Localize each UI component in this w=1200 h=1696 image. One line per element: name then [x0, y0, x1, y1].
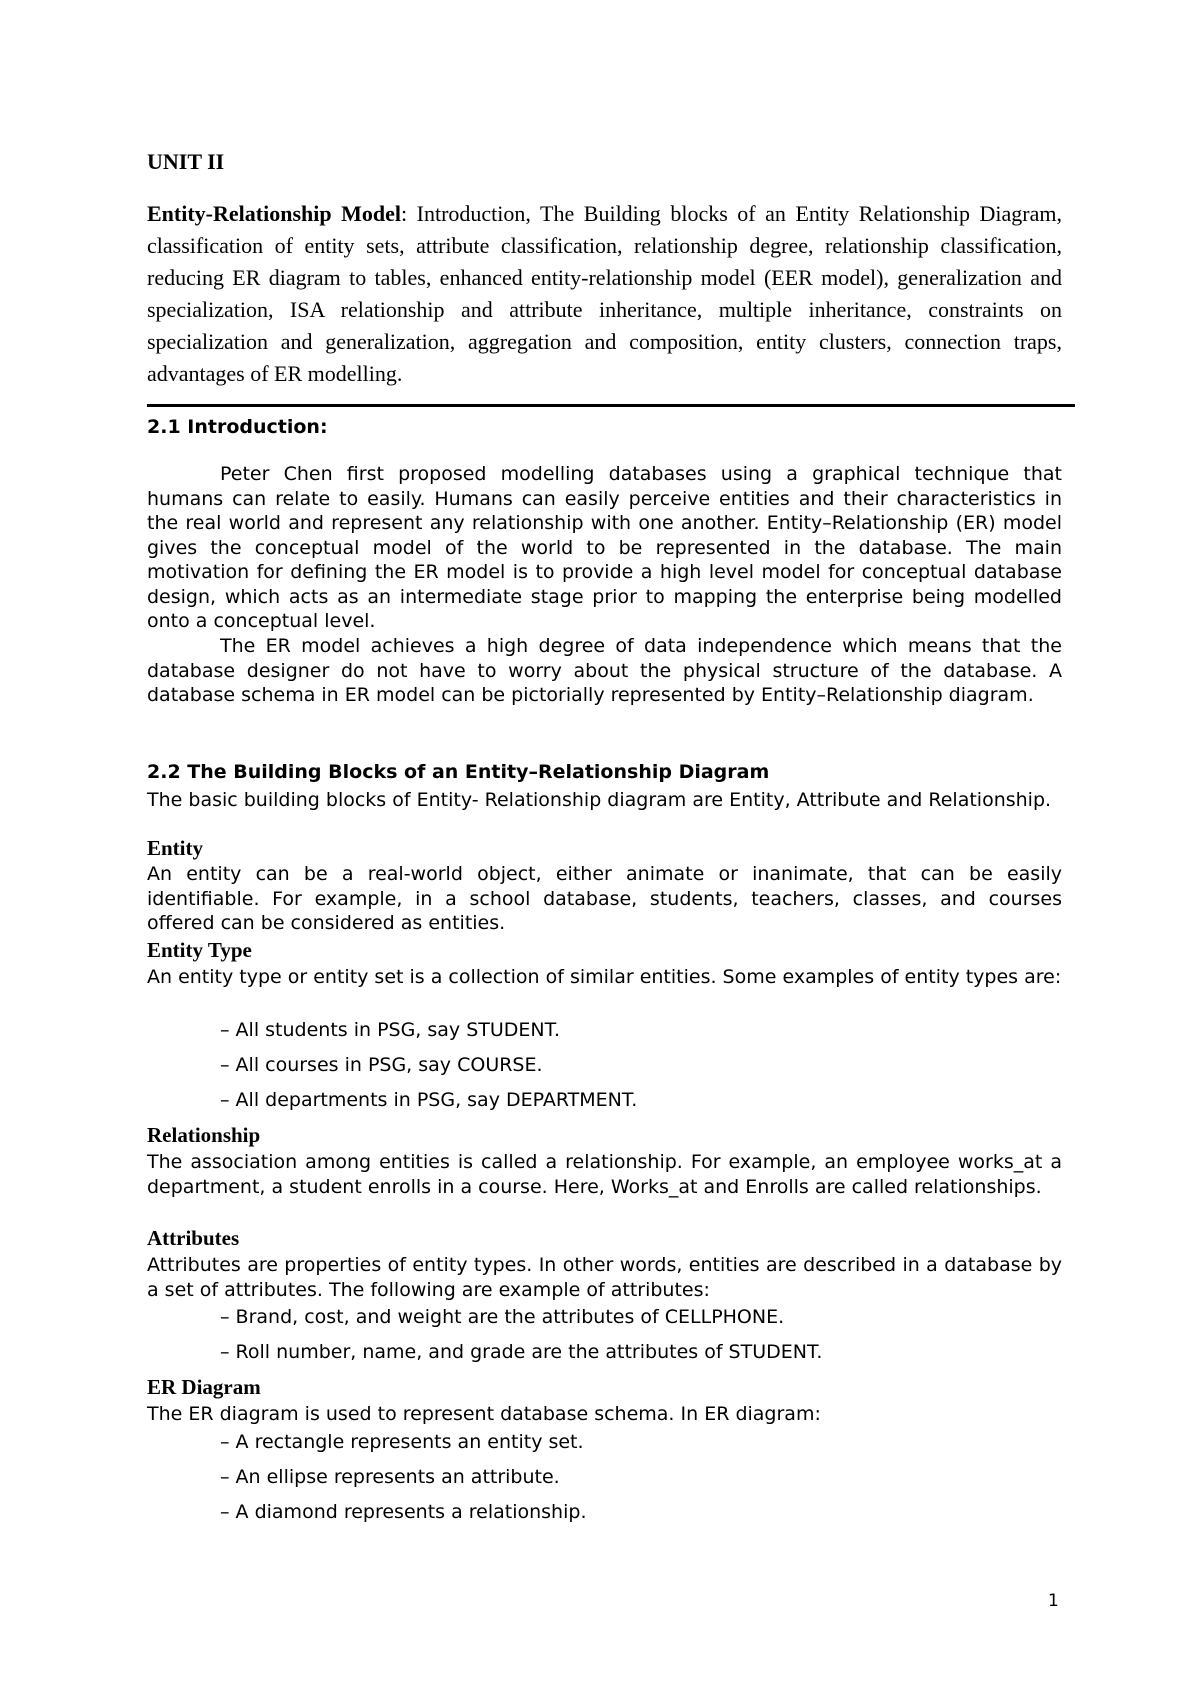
er-diagram-item: – A diamond represents a relationship.: [220, 1501, 587, 1523]
entity-type-item: – All departments in PSG, say DEPARTMENT.: [220, 1089, 638, 1111]
section-2-2-heading: 2.2 The Building Blocks of an Entity–Relationship Diagram: [147, 761, 770, 783]
unit-title: UNIT II: [147, 149, 225, 174]
er-diagram-item: – A rectangle represents an entity set.: [220, 1431, 584, 1453]
entity-type-heading: Entity Type: [147, 938, 252, 962]
er-diagram-text: The ER diagram is used to represent database schema. In ER diagram:: [147, 1403, 821, 1425]
er-diagram-item: – An ellipse represents an attribute.: [220, 1466, 560, 1488]
horizontal-rule: [147, 404, 1075, 407]
entity-type-item: – All courses in PSG, say COURSE.: [220, 1054, 543, 1076]
section-2-1-heading: 2.1 Introduction:: [147, 416, 328, 438]
entity-type-text: An entity type or entity set is a collection of similar entities. Some examples of entity types are:: [147, 966, 1062, 988]
relationship-text: The association among entities is called a relationship. For example, an employee works_at a department, a student enrolls in a course. Here, Works_at and Enrolls are called relationships.: [147, 1151, 1062, 1198]
relationship-heading: Relationship: [147, 1123, 261, 1147]
syllabus-lead: Entity-Relationship Model: [147, 201, 401, 226]
attributes-text: Attributes are properties of entity types. In other words, entities are described in a database by a set of attributes. The following are example of attributes:: [147, 1254, 1062, 1301]
entity-heading: Entity: [147, 836, 204, 860]
syllabus-paragraph: [147, 198, 1062, 390]
er-diagram-heading: ER Diagram: [147, 1375, 261, 1399]
attributes-item: – Brand, cost, and weight are the attributes of CELLPHONE.: [220, 1306, 785, 1328]
building-blocks-intro: The basic building blocks of Entity- Relationship diagram are Entity, Attribute and Relationship.: [147, 789, 1052, 811]
entity-type-item: – All students in PSG, say STUDENT.: [220, 1019, 561, 1041]
syllabus-text: : Introduction, The Building blocks of an Entity Relationship Diagram, classification of entity sets, attribute classification, relationship degree, relationship classification, reducing ER diagram to tables, enhanced entity-relationship model (EER model), generalization and specialization, ISA relationship and attribute inheritance, multiple inheritance, constraints on specialization and generalization, aggregation and composition, entity clusters, connection traps, advantages of ER modelling.: [147, 201, 1062, 386]
attributes-heading: Attributes: [147, 1226, 240, 1250]
page-number: 1: [1048, 1591, 1059, 1611]
intro-paragraph-2: The ER model achieves a high degree of data independence which means that the database designer do not have to worry about the physical structure of the database. A database schema in ER model can be pictorially represented by Entity–Relationship diagram.: [147, 635, 1062, 706]
entity-text: An entity can be a real-world object, either animate or inanimate, that can be easily identifiable. For example, in a school database, students, teachers, classes, and courses offered can be considered as entities.: [147, 863, 1062, 934]
intro-paragraph-1: Peter Chen first proposed modelling databases using a graphical technique that humans can relate to easily. Humans can easily perceive entities and their characteristics in the real world and represent any relationship with one another. Entity–Relationship (ER) model gives the conceptual model of the world to be represented in the database. The main motivation for defining the ER model is to provide a high level model for conceptual database design, which acts as an intermediate stage prior to mapping the enterprise being modelled onto a conceptual level.: [147, 463, 1062, 632]
attributes-item: – Roll number, name, and grade are the attributes of STUDENT.: [220, 1341, 823, 1363]
